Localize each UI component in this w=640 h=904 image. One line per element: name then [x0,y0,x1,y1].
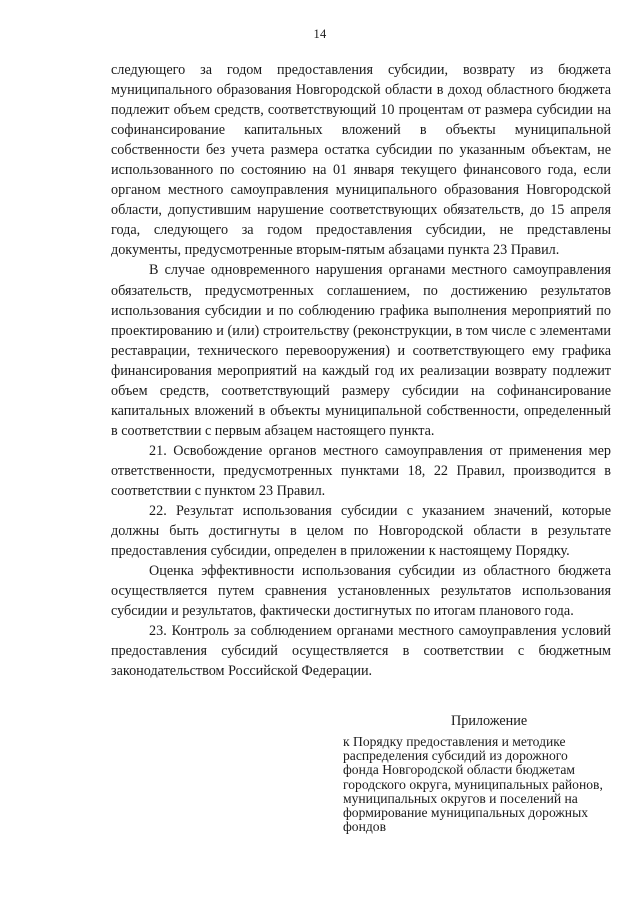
paragraph-clause-23: 23. Контроль за соблюдением органами местного самоуправления условий предоставления субсидий осуществляется в соответствии с бюджетным законодательством Российской Федерации. [111,623,611,680]
appendix-reference: к Порядку предоставления и методике распределения субсидий из дорожного фонда Новгородской области бюджетам городского округа, муниципальных районов, муниципальных округов и поселений на формирование муниципальных дорожных фондов [343,734,603,835]
document-body [111,60,611,681]
page-number: 14 [313,27,327,41]
paragraph-efficiency-assessment: Оценка эффективности использования субсидии из областного бюджета осуществляется путем сравнения установленных результатов использования субсидии и результатов, фактически достигнутых по итогам планового года. [111,563,611,620]
paragraph-clause-22: 22. Результат использования субсидии с указанием значений, которые должны быть достигнуты в целом по Новгородской области в результате предоставления субсидии, определен в приложении к настоящему Порядку. [111,503,611,560]
paragraph-simultaneous-violation: В случае одновременного нарушения органами местного самоуправления обязательств, предусмотренных соглашением, по достижению результатов использования субсидии и по соблюдению графика выполнения мероприятий по проектированию и (или) строительству (реконструкции, в том числе с элементами реставрации, технического перевооружения) и соответствующего ему графика финансирования мероприятий на каждый год их реализации возврату подлежит объем средств, соответствующий размеру субсидии на софинансирование капитальных вложений в объекты муниципальной собственности, определенный в соответствии с первым абзацем настоящего пункта. [111,262,611,439]
paragraph-continuation: следующего за годом предоставления субсидии, возврату из бюджета муниципального образования Новгородской области в доход областного бюджета подлежит объем средств, соответствующий 10 процентам от размера субсидии на софинансирование капитальных вложений в объекты муниципальной собственности без учета размера остатка субсидии по указанным объектам, не использованного по состоянию на 01 января текущего финансового года, если органом местного самоуправления муниципального образования Новгородской области, допустившим нарушение соответствующих обязательств, до 15 апреля года, следующего за годом предоставления субсидии, не представлены документы, предусмотренные вторым-пятым абзацами пункта 23 Правил. [111,62,611,259]
appendix-title: Приложение [451,713,528,729]
paragraph-clause-21: 21. Освобождение органов местного самоуправления от применения мер ответственности, предусмотренных пунктами 18, 22 Правил, производится в соответствии с пунктом 23 Правил. [111,442,611,499]
